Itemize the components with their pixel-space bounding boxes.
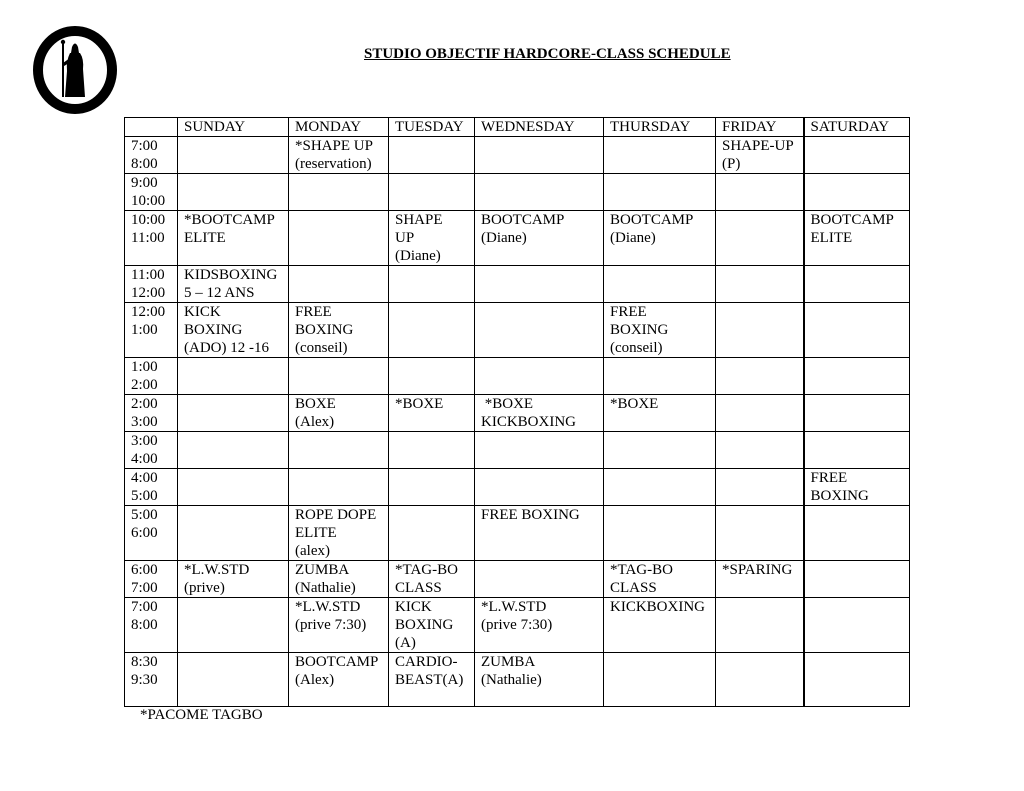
class-entry-line: ELITE bbox=[295, 525, 337, 541]
time-slot-label: 12:00 bbox=[131, 285, 166, 301]
class-cell-thursday bbox=[604, 174, 716, 211]
class-entry-line: (Diane) bbox=[395, 248, 441, 264]
time-slot-cell bbox=[125, 137, 178, 174]
time-slot-label: 7:00 bbox=[131, 580, 158, 596]
class-cell-monday bbox=[289, 358, 389, 395]
class-cell-wednesday bbox=[475, 174, 604, 211]
class-cell-friday bbox=[716, 174, 804, 211]
class-cell-saturday bbox=[804, 211, 910, 266]
class-entry-line: (ADO) 12 -16 bbox=[184, 340, 269, 356]
class-cell-monday bbox=[289, 653, 389, 707]
class-cell-sunday bbox=[178, 303, 289, 358]
class-entry-line: (Alex) bbox=[295, 672, 335, 688]
class-cell-saturday bbox=[804, 395, 910, 432]
class-entry-line: (conseil) bbox=[295, 340, 348, 356]
class-entry-line: *BOOTCAMP bbox=[184, 212, 275, 228]
time-slot-cell bbox=[125, 598, 178, 653]
time-slot-cell bbox=[125, 653, 178, 707]
time-slot-label: 1:00 bbox=[131, 322, 158, 338]
class-cell-wednesday bbox=[475, 561, 604, 598]
class-cell-friday bbox=[716, 266, 804, 303]
class-entry-line: *TAG-BO bbox=[395, 562, 458, 578]
schedule-body bbox=[125, 137, 910, 707]
class-cell-friday bbox=[716, 358, 804, 395]
time-slot-cell bbox=[125, 506, 178, 561]
class-cell-sunday bbox=[178, 137, 289, 174]
class-cell-sunday bbox=[178, 395, 289, 432]
schedule-row bbox=[125, 432, 910, 469]
class-entry-line: (A) bbox=[395, 635, 416, 651]
class-cell-friday bbox=[716, 469, 804, 506]
class-entry-line: (conseil) bbox=[610, 340, 663, 356]
schedule-row bbox=[125, 561, 910, 598]
class-cell-sunday bbox=[178, 561, 289, 598]
class-entry-line: CLASS bbox=[610, 580, 657, 596]
class-entry-line: 5 – 12 ANS bbox=[184, 285, 255, 301]
day-header-thursday: THURSDAY bbox=[604, 118, 716, 137]
time-slot-label: 7:00 bbox=[131, 138, 158, 154]
studio-logo bbox=[32, 25, 118, 115]
class-cell-sunday bbox=[178, 358, 289, 395]
class-cell-sunday bbox=[178, 174, 289, 211]
time-slot-label: 4:00 bbox=[131, 470, 158, 486]
class-entry-line: BOXING bbox=[184, 322, 243, 338]
time-slot-label: 2:00 bbox=[131, 377, 158, 393]
time-slot-label: 2:00 bbox=[131, 396, 158, 412]
class-cell-monday bbox=[289, 303, 389, 358]
class-cell-wednesday bbox=[475, 137, 604, 174]
class-cell-wednesday bbox=[475, 653, 604, 707]
class-cell-monday bbox=[289, 432, 389, 469]
class-entry-line: (P) bbox=[722, 156, 741, 172]
class-entry-line: FREE BOXING bbox=[481, 507, 580, 523]
class-cell-wednesday bbox=[475, 506, 604, 561]
class-entry-line: (Alex) bbox=[295, 414, 335, 430]
class-cell-saturday bbox=[804, 266, 910, 303]
class-cell-wednesday bbox=[475, 469, 604, 506]
time-slot-label: 5:00 bbox=[131, 507, 158, 523]
class-entry-line: SHAPE bbox=[395, 212, 443, 228]
class-cell-thursday bbox=[604, 469, 716, 506]
class-cell-thursday bbox=[604, 266, 716, 303]
class-entry-line: *L.W.STD bbox=[481, 599, 547, 615]
day-header-saturday: SATURDAY bbox=[804, 118, 910, 137]
class-cell-wednesday bbox=[475, 432, 604, 469]
class-entry-line: BOOTCAMP bbox=[295, 654, 379, 670]
class-cell-sunday bbox=[178, 506, 289, 561]
class-cell-tuesday bbox=[389, 506, 475, 561]
time-header-cell bbox=[125, 118, 178, 137]
class-cell-sunday bbox=[178, 211, 289, 266]
class-entry-line: (Nathalie) bbox=[295, 580, 356, 596]
class-cell-thursday bbox=[604, 395, 716, 432]
time-slot-label: 6:00 bbox=[131, 562, 158, 578]
class-cell-thursday bbox=[604, 506, 716, 561]
class-cell-monday bbox=[289, 137, 389, 174]
time-slot-label: 8:30 bbox=[131, 654, 158, 670]
schedule-row bbox=[125, 653, 910, 707]
time-slot-label: 11:00 bbox=[131, 230, 165, 246]
class-cell-wednesday bbox=[475, 266, 604, 303]
class-cell-tuesday bbox=[389, 174, 475, 211]
class-cell-friday bbox=[716, 395, 804, 432]
time-slot-label: 9:30 bbox=[131, 672, 158, 688]
class-entry-line: *SPARING bbox=[722, 562, 793, 578]
class-entry-line: UP bbox=[395, 230, 415, 246]
class-entry-line: BOXING bbox=[295, 322, 354, 338]
class-entry-line: (reservation) bbox=[295, 156, 372, 172]
class-entry-line: BOXING bbox=[810, 488, 869, 504]
class-entry-line: KICK bbox=[395, 599, 432, 615]
time-slot-label: 9:00 bbox=[131, 175, 158, 191]
class-cell-monday bbox=[289, 506, 389, 561]
class-entry-line: BOOTCAMP bbox=[481, 212, 565, 228]
class-cell-tuesday bbox=[389, 211, 475, 266]
class-entry-line: ELITE bbox=[184, 230, 226, 246]
time-slot-label: 8:00 bbox=[131, 156, 158, 172]
class-entry-line: FREE bbox=[295, 304, 332, 320]
class-entry-line: *BOXE bbox=[395, 396, 444, 412]
class-cell-saturday bbox=[804, 137, 910, 174]
time-slot-label: 10:00 bbox=[131, 193, 166, 209]
class-cell-monday bbox=[289, 211, 389, 266]
class-schedule-table bbox=[124, 117, 910, 707]
class-cell-sunday bbox=[178, 432, 289, 469]
class-cell-wednesday bbox=[475, 395, 604, 432]
class-cell-saturday bbox=[804, 598, 910, 653]
time-slot-cell bbox=[125, 266, 178, 303]
class-cell-thursday bbox=[604, 303, 716, 358]
class-cell-wednesday bbox=[475, 358, 604, 395]
robed-figure-with-staff-icon bbox=[32, 25, 118, 115]
day-header-monday: MONDAY bbox=[289, 118, 389, 137]
class-cell-tuesday bbox=[389, 653, 475, 707]
class-entry-line: BOOTCAMP bbox=[810, 212, 894, 228]
time-slot-cell bbox=[125, 358, 178, 395]
class-cell-thursday bbox=[604, 211, 716, 266]
class-cell-friday bbox=[716, 598, 804, 653]
class-cell-tuesday bbox=[389, 137, 475, 174]
time-slot-label: 8:00 bbox=[131, 617, 158, 633]
time-slot-cell bbox=[125, 174, 178, 211]
schedule-row bbox=[125, 469, 910, 506]
footnote: *PACOME TAGBO bbox=[140, 707, 263, 723]
schedule-row bbox=[125, 506, 910, 561]
time-slot-label: 12:00 bbox=[131, 304, 166, 320]
class-entry-line: KICKBOXING bbox=[481, 414, 576, 430]
class-cell-monday bbox=[289, 395, 389, 432]
day-header-friday: FRIDAY bbox=[716, 118, 804, 137]
schedule-row bbox=[125, 598, 910, 653]
time-slot-cell bbox=[125, 395, 178, 432]
class-cell-friday bbox=[716, 506, 804, 561]
class-cell-tuesday bbox=[389, 469, 475, 506]
time-slot-label: 4:00 bbox=[131, 451, 158, 467]
class-cell-thursday bbox=[604, 137, 716, 174]
class-entry-line: BEAST(A) bbox=[395, 672, 464, 688]
class-entry-line: KICK bbox=[184, 304, 221, 320]
class-cell-sunday bbox=[178, 469, 289, 506]
class-cell-tuesday bbox=[389, 395, 475, 432]
page-title: STUDIO OBJECTIF HARDCORE-CLASS SCHEDULE bbox=[364, 46, 731, 62]
schedule-row bbox=[125, 303, 910, 358]
time-slot-label: 3:00 bbox=[131, 433, 158, 449]
class-cell-saturday bbox=[804, 358, 910, 395]
class-cell-wednesday bbox=[475, 303, 604, 358]
schedule-row bbox=[125, 395, 910, 432]
class-entry-line: FREE bbox=[610, 304, 647, 320]
class-entry-line: ELITE bbox=[810, 230, 853, 246]
class-entry-line: CARDIO- bbox=[395, 654, 458, 670]
class-entry-line: (Nathalie) bbox=[481, 672, 542, 688]
class-cell-thursday bbox=[604, 561, 716, 598]
day-header-row bbox=[125, 118, 910, 137]
class-entry-line: (Diane) bbox=[481, 230, 527, 246]
class-entry-line: ROPE DOPE bbox=[295, 507, 377, 523]
time-slot-label: 11:00 bbox=[131, 267, 165, 283]
class-cell-tuesday bbox=[389, 432, 475, 469]
time-slot-label: 1:00 bbox=[131, 359, 158, 375]
class-cell-thursday bbox=[604, 432, 716, 469]
class-cell-saturday bbox=[804, 469, 910, 506]
time-slot-cell bbox=[125, 432, 178, 469]
schedule-row bbox=[125, 137, 910, 174]
class-entry-line: KIDSBOXING bbox=[184, 267, 278, 283]
class-cell-thursday bbox=[604, 598, 716, 653]
class-entry-line: CLASS bbox=[395, 580, 442, 596]
class-entry-line: (prive 7:30) bbox=[295, 617, 367, 633]
class-cell-saturday bbox=[804, 432, 910, 469]
schedule-row bbox=[125, 211, 910, 266]
class-entry-line: *SHAPE UP bbox=[295, 138, 373, 154]
class-cell-friday bbox=[716, 653, 804, 707]
class-cell-wednesday bbox=[475, 211, 604, 266]
schedule-row bbox=[125, 174, 910, 211]
day-header-sunday: SUNDAY bbox=[178, 118, 289, 137]
class-cell-saturday bbox=[804, 506, 910, 561]
time-slot-label: 6:00 bbox=[131, 525, 158, 541]
class-entry-line: ZUMBA bbox=[295, 562, 350, 578]
class-cell-friday bbox=[716, 137, 804, 174]
class-entry-line: (prive 7:30) bbox=[481, 617, 553, 633]
class-cell-monday bbox=[289, 469, 389, 506]
time-slot-cell bbox=[125, 211, 178, 266]
class-entry-line: BOOTCAMP bbox=[610, 212, 694, 228]
class-entry-line: *BOXE bbox=[610, 396, 659, 412]
class-cell-sunday bbox=[178, 653, 289, 707]
day-header-tuesday: TUESDAY bbox=[389, 118, 475, 137]
class-entry-line: BOXING bbox=[395, 617, 454, 633]
time-slot-cell bbox=[125, 561, 178, 598]
class-cell-tuesday bbox=[389, 266, 475, 303]
time-slot-label: 3:00 bbox=[131, 414, 158, 430]
time-slot-cell bbox=[125, 303, 178, 358]
class-entry-line: *L.W.STD bbox=[295, 599, 361, 615]
schedule-row bbox=[125, 358, 910, 395]
class-cell-sunday bbox=[178, 266, 289, 303]
class-cell-monday bbox=[289, 561, 389, 598]
class-cell-thursday bbox=[604, 653, 716, 707]
time-slot-label: 7:00 bbox=[131, 599, 158, 615]
class-cell-wednesday bbox=[475, 598, 604, 653]
class-entry-line: *L.W.STD bbox=[184, 562, 250, 578]
class-cell-tuesday bbox=[389, 358, 475, 395]
class-entry-line: *TAG-BO bbox=[610, 562, 673, 578]
class-entry-line: BOXING bbox=[610, 322, 669, 338]
class-entry-line: BOXE bbox=[295, 396, 336, 412]
class-cell-thursday bbox=[604, 358, 716, 395]
class-entry-line: (alex) bbox=[295, 543, 330, 559]
class-cell-tuesday bbox=[389, 303, 475, 358]
class-cell-saturday bbox=[804, 174, 910, 211]
class-entry-line: *BOXE bbox=[481, 396, 534, 412]
class-cell-saturday bbox=[804, 303, 910, 358]
class-cell-tuesday bbox=[389, 561, 475, 598]
class-entry-line: ZUMBA bbox=[481, 654, 536, 670]
class-cell-saturday bbox=[804, 653, 910, 707]
class-cell-friday bbox=[716, 432, 804, 469]
class-entry-line: SHAPE-UP bbox=[722, 138, 794, 154]
class-cell-friday bbox=[716, 303, 804, 358]
class-cell-monday bbox=[289, 266, 389, 303]
class-entry-line: (Diane) bbox=[610, 230, 656, 246]
class-entry-line: KICKBOXING bbox=[610, 599, 705, 615]
class-cell-monday bbox=[289, 174, 389, 211]
time-slot-label: 5:00 bbox=[131, 488, 158, 504]
class-cell-sunday bbox=[178, 598, 289, 653]
schedule-row bbox=[125, 266, 910, 303]
time-slot-label: 10:00 bbox=[131, 212, 166, 228]
time-slot-cell bbox=[125, 469, 178, 506]
class-cell-monday bbox=[289, 598, 389, 653]
class-entry-line: (prive) bbox=[184, 580, 225, 596]
class-entry-line: FREE bbox=[810, 470, 848, 486]
class-cell-friday bbox=[716, 211, 804, 266]
class-cell-friday bbox=[716, 561, 804, 598]
day-header-wednesday: WEDNESDAY bbox=[475, 118, 604, 137]
class-cell-tuesday bbox=[389, 598, 475, 653]
class-cell-saturday bbox=[804, 561, 910, 598]
